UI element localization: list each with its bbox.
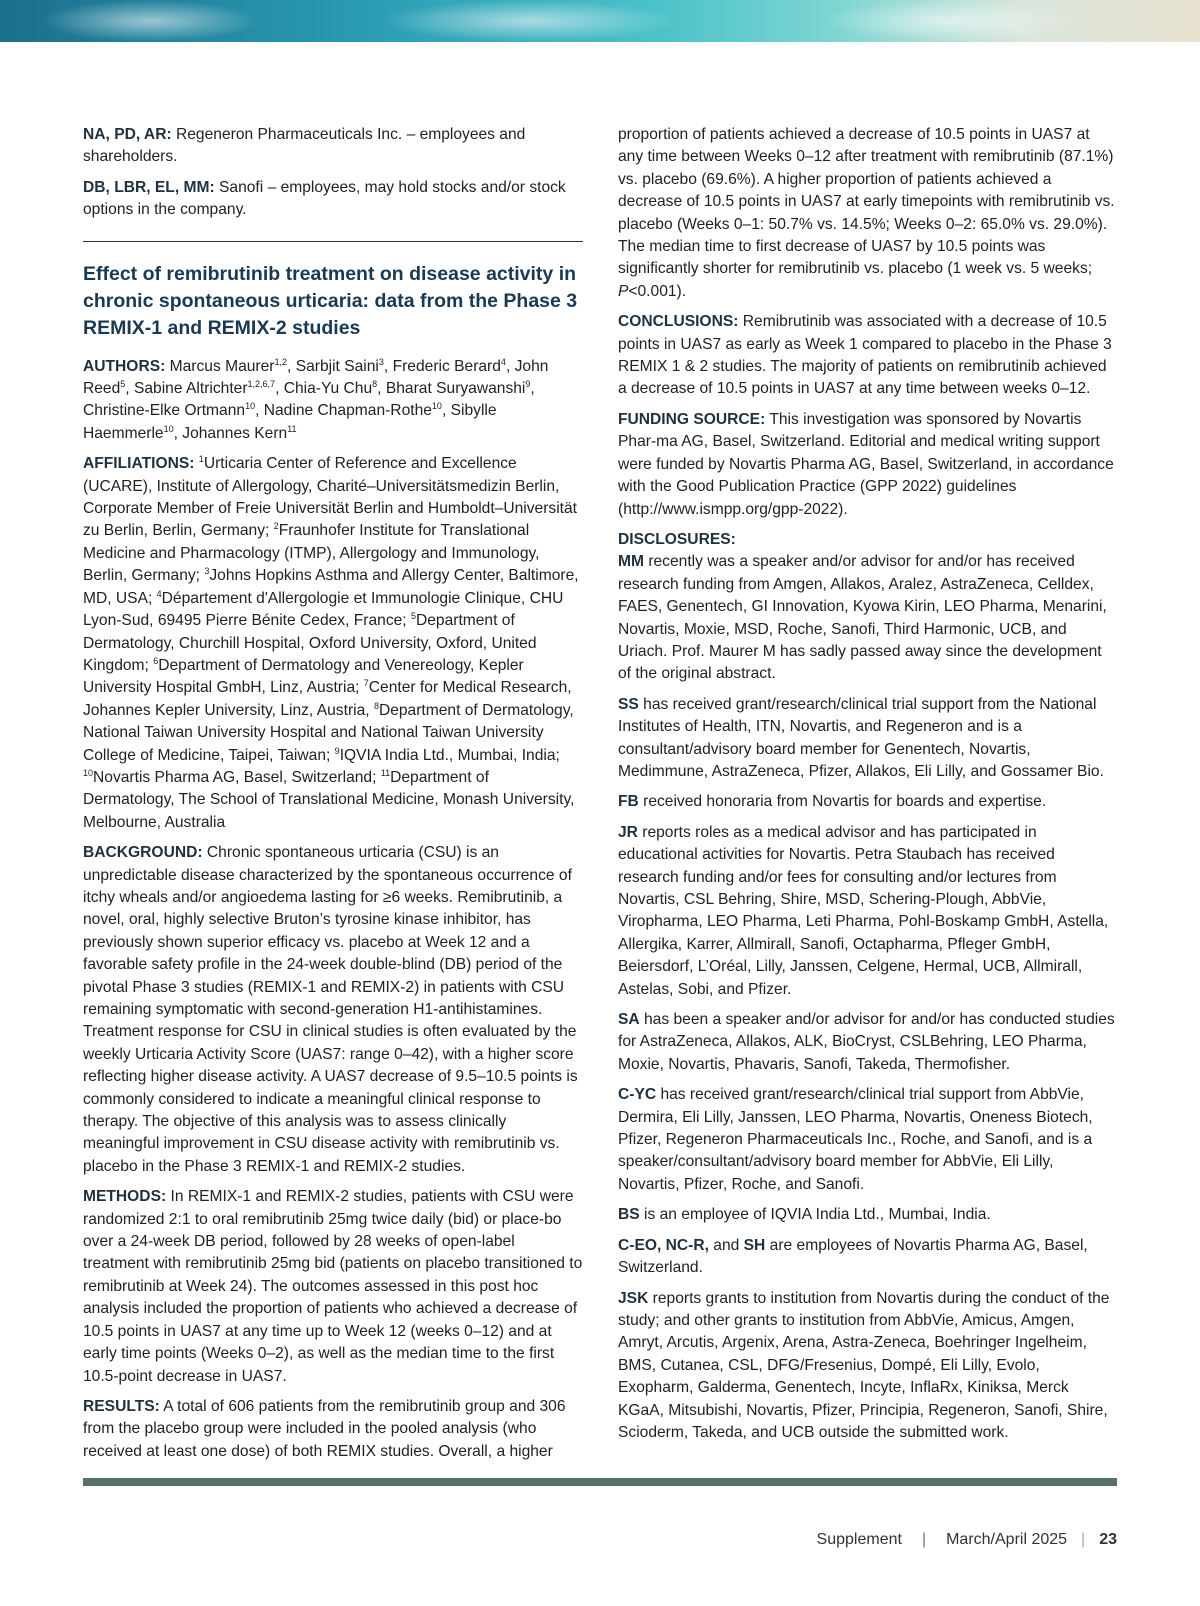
- affiliation-number: 6: [153, 655, 159, 666]
- author-affiliation-sup: 9: [525, 378, 531, 389]
- author-affiliation-sup: 5: [120, 378, 126, 389]
- left-column: [83, 124, 583, 1471]
- author-name: Sabine Altrichter: [133, 380, 248, 398]
- author-name: John Reed: [83, 357, 549, 398]
- page-footer: [817, 1531, 1117, 1549]
- footer-separator: |: [921, 1531, 927, 1548]
- footer-issue: March/April 2025: [946, 1531, 1068, 1548]
- top-banner-image: [0, 0, 1200, 42]
- affiliation-number: 8: [373, 700, 379, 711]
- author-name: Christine-Elke Ortmann: [83, 402, 246, 420]
- author-affiliation-sup: 8: [372, 378, 378, 389]
- author-affiliation-sup: 1,2: [274, 356, 288, 367]
- affiliation-number: 2: [273, 521, 279, 532]
- article-title: Effect of remibrutinib treatment on disease activity in chronic spontaneous urticaria: data from the Phase 3 REMIX-1 and REMIX-2 studies: [83, 262, 578, 339]
- conclusions-paragraph: CONCLUSIONS: Remibrutinib was associated with a decrease of 10.5 points in UAS7 as early as Week 1 compared to placebo in the Phase 3 REMIX 1 & 2 studies. The majority of patients on remibrutinib achieved a decrease of 10.5 points in UAS7 at any time between weeks 0–12.: [618, 313, 1112, 398]
- footer-bar: [83, 1478, 1117, 1486]
- author-name: Bharat Suryawanshi: [385, 380, 526, 398]
- footer-publication: Supplement: [816, 1531, 902, 1548]
- disclosure-ss: SS has received grant/research/clinical trial support from the National Institutes of Health, ITN, Novartis, and Regeneron and is a consultant/advisory board member for Genentech, Novartis, Medimmune, AstraZeneca, Pfizer, Allakos, Eli Lilly, and Gossamer Bio.: [618, 695, 1104, 780]
- disclosure-bs: BS is an employee of IQVIA India Ltd., Mumbai, India.: [618, 1206, 991, 1224]
- author-affiliation-sup: 10: [245, 401, 256, 412]
- authors-list: Marcus Maurer$^{1,2}$, Sarbjit Saini$^3$, Frederic Berard$^4$, John Reed$^5$, Sabine Altrichter$^{1,2,6,7}$, Chia-Yu Chu$^8$, Bharat Suryawanshi$^9$, Christine-Elke Ortmann$^{10}$, Nadine Chapman-Rothe$^{10}$, Sibylle Haemmerle$^{10}$, Johannes Kern$^{11}$: [83, 356, 549, 442]
- author-affiliation-sup: 11: [287, 423, 297, 434]
- affiliation-text: Department of Dermatology, Churchill Hospital, Oxford University, Oxford, United Kingdom;: [83, 612, 537, 674]
- disclosure-sa: SA has been a speaker and/or advisor for and/or has conducted studies for AstraZeneca, Allakos, ALK, BioCryst, CSLBehring, LEO Pharma, Moxie, Novartis, Phavaris, Sanofi, Takeda, Thermofisher.: [618, 1011, 1115, 1073]
- affiliation-number: 9: [334, 745, 340, 756]
- author-name: Marcus Maurer: [169, 357, 275, 375]
- page-number: 23: [1099, 1531, 1117, 1548]
- disclosure-jr: JR reports roles as a medical advisor and has participated in educational activities for Novartis. Petra Staubach has received research funding and/or fees for consulting and/or lectures from Novartis, CSL Behring, Shire, MSD, Schering-Plough, AbbVie, Viropharma, LEO Pharma, Leti Pharma, Pohl-Boskamp GmbH, Astella, Allergika, Karrer, Allmirall, Sanofi, Octapharma, Pfleger GmbH, Beiersdorf, L’Oréal, Lilly, Janssen, Celgene, Hermal, UCB, Allmirall, Astelas, Sobi, and Pfizer.: [618, 823, 1109, 998]
- disclosure-c-yc: C-YC has received grant/research/clinical trial support from AbbVie, Dermira, Eli Lilly, Janssen, LEO Pharma, Novartis, Oneness Biotech, Pfizer, Regeneron Pharmaceuticals Inc., Roche, and Sanofi, and is a speaker/consultant/advisory board member for AbbVie, Eli Lilly, Novartis, Pfizer, Roche, and Sanofi.: [618, 1086, 1093, 1193]
- section-divider: [83, 241, 583, 242]
- disclosure-mm: MM recently was a speaker and/or advisor for and/or has received research funding from Amgen, Allakos, Aralez, AstraZeneca, Celldex, FAES, Genentech, GI Innovation, Kyowa Kirin, LEO Pharma, Menarini, Novartis, Moxie, MSD, Roche, Sanofi, Third Harmonic, UCB, and Uriach. Prof. Maurer M has sadly passed away since the development of the original abstract.: [618, 553, 1107, 683]
- disclosure-na-pd-ar: NA, PD, AR: Regeneron Pharmaceuticals Inc. – employees and shareholders.: [83, 126, 526, 166]
- author-name: Chia-Yu Chu: [283, 380, 373, 398]
- disclosure-c-eo-nc-r-sh: C-EO, NC-R, and SH are employees of Novartis Pharma AG, Basel, Switzerland.: [618, 1236, 1088, 1277]
- author-name: Sibylle Haemmerle: [83, 402, 497, 442]
- affiliation-number: 11: [380, 767, 391, 778]
- author-name: Sarbjit Saini: [295, 357, 379, 375]
- affiliation-text: Département d'Allergologie et Immunologie Clinique, CHU Lyon-Sud, 69495 Pierre Bénite Cedex, France;: [83, 589, 564, 630]
- affiliation-text: Urticaria Center of Reference and Excellence (UCARE), Institute of Allergology, Charité–Universitätsmedizin Berlin, Corporate Member of Freie Universität Berlin and Humboldt–Universität zu Berlin, Berlin, Germany;: [83, 455, 578, 540]
- funding-paragraph: FUNDING SOURCE: This investigation was sponsored by Novartis Phar-ma AG, Basel, Switzerland. Editorial and medical writing support were funded by Novartis Pharma AG, Basel, Switzerland, in accordance with the Good Publication Practice (GPP 2022) guidelines (http://www.ismpp.org/gpp-2022).: [618, 410, 1114, 518]
- author-affiliation-sup: 1,2,6,7: [247, 378, 276, 389]
- affiliation-number: 10: [83, 767, 94, 778]
- right-column: [618, 124, 1118, 1452]
- authors-paragraph: AUTHORS: Marcus Maurer$^{1,2}$, Sarbjit Saini$^3$, Frederic Berard$^4$, John Reed$^5$, Sabine Altrichter$^{1,2,6,7}$, Chia-Yu Chu$^8$, Bharat Suryawanshi$^9$, Christine-Elke Ortmann$^{10}$, Nadine Chapman-Rothe$^{10}$, Sibylle Haemmerle$^{10}$, Johannes Kern$^{11}$: [83, 356, 549, 442]
- disclosure-jsk: JSK reports grants to institution from Novartis during the conduct of the study; and other grants to institution from AbbVie, Amicus, Amgen, Amryt, Arcutis, Argenix, Arena, Astra-Zeneca, Boehringer Ingelheim, BMS, Cutanea, CSL, DFG/Fresenius, Dompé, Eli Lilly, Evolo, Exopharm, Galderma, Genentech, Incyte, InflaRx, Kiniksa, Merck KGaA, Mitsubishi, Novartis, Pfizer, Principia, Regeneron, Sanofi, Shire, Scioderm, Takeda, and UCB outside the submitted work.: [618, 1289, 1110, 1441]
- disclosures-heading: DISCLOSURES:: [618, 530, 736, 548]
- affiliation-number: 7: [363, 678, 369, 689]
- affiliation-number: 5: [410, 610, 416, 621]
- affiliation-number: 1: [198, 454, 204, 465]
- disclosure-fb: FB received honoraria from Novartis for boards and expertise.: [618, 793, 1047, 811]
- author-affiliation-sup: 10: [431, 401, 442, 412]
- affiliations-list: [83, 455, 579, 831]
- affiliation-text: Department of Dermatology, National Taiwan University Hospital and National Taiwan University College of Medicine, Taipei, Taiwan;: [83, 701, 574, 764]
- author-name: Nadine Chapman-Rothe: [263, 402, 432, 420]
- affiliation-text: IQVIA India Ltd., Mumbai, India;: [339, 746, 560, 764]
- affiliations-paragraph: AFFILIATIONS: $^1$Urticaria Center of Reference and Excellence (UCARE), Institute of Allergology, Charité–Universitätsmedizin Berlin, Corporate Member of Freie Universität Berlin and Humboldt–Universität zu Berlin, Berlin, Germany; $^2$Fraunhofer Institute for Translational Medicine and Pharmacology (ITMP), Allergology and Immunology, Berlin, Germany; $^3$Johns Hopkins Asthma and Allergy Center, Baltimore, MD, USA; $^4$Département d'Allergologie et Immunologie Clinique, CHU Lyon-Sud, 69495 Pierre Bénite Cedex, France; $^5$Department of Dermatology, Churchill Hospital, Oxford University, Oxford, United Kingdom; $^6$Department of Dermatology and Venereology, Kepler University Hospital GmbH, Linz, Austria; $^7$Center for Medical Research, Johannes Kepler University, Linz, Austria, $^8$Department of Dermatology, National Taiwan University Hospital and National Taiwan University College of Medicine, Taipei, Taiwan; $^9$IQVIA India Ltd., Mumbai, India; $^{10}$Novartis Pharma AG, Basel, Switzerland; $^{11}$Department of Dermatology, The School of Translational Medicine, Monash University, Melbourne, Australia: [83, 454, 579, 831]
- affiliation-number: 3: [204, 566, 210, 577]
- methods-paragraph: METHODS: In REMIX-1 and REMIX-2 studies, patients with CSU were randomized 2:1 to oral remibrutinib 25mg twice daily (bid) or place-bo over a 24-week DB period, followed by 28 weeks of open-label treatment with remibrutinib 25mg bid (patients on placebo transitioned to remibrutinib at Week 24). The outcomes assessed in this post hoc analysis included the proportion of patients who achieved a decrease of 10.5 points in UAS7 at any time up to Week 12 (weeks 0–12) and at early time points (Weeks 0–2), as well as the median time to the first 10.5-point decrease in UAS7.: [83, 1188, 583, 1385]
- author-affiliation-sup: 4: [500, 356, 506, 367]
- author-name: Frederic Berard: [392, 357, 501, 375]
- author-affiliation-sup: 10: [163, 423, 174, 434]
- author-affiliation-sup: 3: [378, 356, 384, 367]
- author-name: Johannes Kern: [182, 424, 288, 442]
- results-paragraph-continued: proportion of patients achieved a decrease of 10.5 points in UAS7 at any time between Weeks 0–12 after treatment with remibrutinib (87.1%) vs. placebo (69.6%). A higher proportion of patients achieved a decrease of 10.5 points in UAS7 at early timepoints with remibrutinib vs. placebo (Weeks 0–1: 50.7% vs. 14.5%; Weeks 0–2: 65.0% vs. 29.0%). The median time to first decrease of UAS7 by 10.5 points was significantly shorter for remibrutinib vs. placebo (1 week vs. 5 weeks; P<0.001).: [618, 126, 1115, 300]
- affiliation-text: Department of Dermatology, The School of Translational Medicine, Monash University, Melbourne, Australia: [83, 768, 575, 831]
- affiliation-text: Johns Hopkins Asthma and Allergy Center, Baltimore, MD, USA;: [83, 567, 579, 607]
- affiliation-text: Center for Medical Research, Johannes Kepler University, Linz, Austria,: [83, 679, 572, 719]
- background-paragraph: BACKGROUND: Chronic spontaneous urticaria (CSU) is an unpredictable disease characterized by the spontaneous occurrence of itchy wheals and/or angioedema lasting for ≥6 weeks. Remibrutinib, a novel, oral, highly selective Bruton’s tyrosine kinase inhibitor, has previously shown superior efficacy vs. placebo at Week 12 and a favorable safety profile in the 24-week double-blind (DB) period of the pivotal Phase 3 studies (REMIX-1 and REMIX-2) in patients with CSU remaining symptomatic with second-generation H1-antihistamines. Treatment response for CSU in clinical studies is often evaluated by the weekly Urticaria Activity Score (UAS7: range 0–42), with a higher score reflecting higher disease activity. A UAS7 decrease of 9.5–10.5 points is commonly considered to indicate a meaningful clinical response to therapy. The objective of this analysis was to assess clinically meaningful improvement in CSU disease activity with remibrutinib vs. placebo in the Phase 3 REMIX-1 and REMIX-2 studies.: [83, 844, 578, 1175]
- footer-separator-2: |: [1081, 1531, 1086, 1548]
- disclosure-db-lbr-el-mm: DB, LBR, EL, MM: Sanofi – employees, may hold stocks and/or stock options in the company.: [83, 178, 566, 219]
- affiliation-text: Department of Dermatology and Venereology, Kepler University Hospital GmbH, Linz, Austria;: [83, 656, 524, 697]
- results-paragraph-start: RESULTS: A total of 606 patients from the remibrutinib group and 306 from the placebo group were included in the pooled analysis (who received at least one dose) of both REMIX studies. Overall, a higher: [83, 1397, 566, 1460]
- affiliation-text: Novartis Pharma AG, Basel, Switzerland;: [93, 768, 381, 786]
- affiliation-number: 4: [156, 588, 162, 599]
- affiliation-text: Fraunhofer Institute for Translational Medicine and Pharmacology (ITMP), Allergology and Immunology, Berlin, Germany;: [83, 522, 540, 585]
